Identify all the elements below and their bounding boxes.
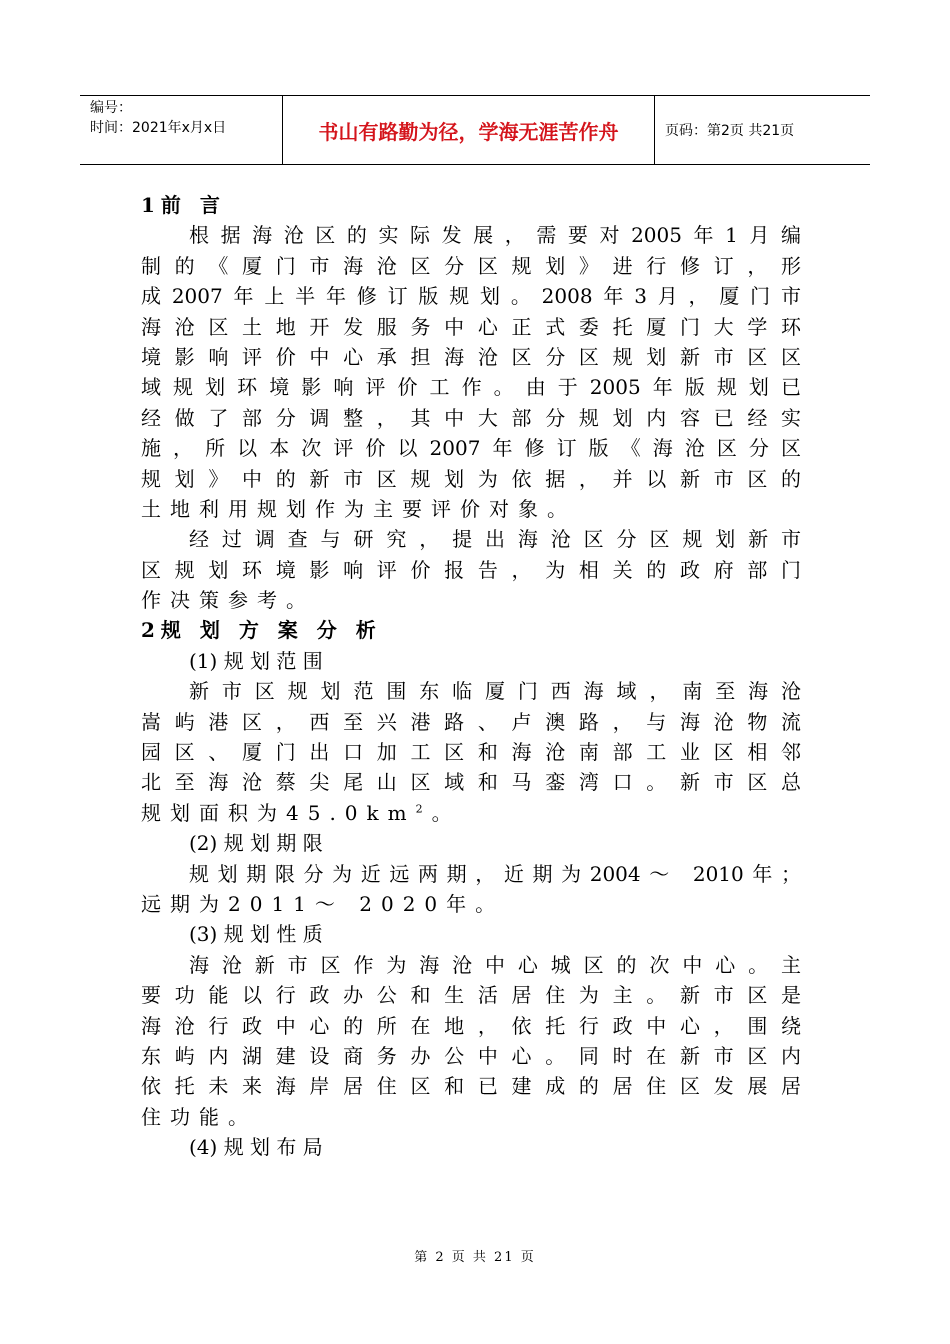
paragraph-line: 海沧行政中心的所在地，依托行政中心，围绕 — [141, 1013, 801, 1038]
paragraph-line: 依托未来海岸居住区和已建成的居住区发展居 — [141, 1074, 801, 1099]
document-date-label: 时间：2021年x月x日 — [90, 120, 227, 136]
page-footer: 第 2 页 共 21 页 — [414, 1250, 536, 1265]
paragraph-line: 境影响评价中心承担海沧区分区规划新市区区 — [141, 344, 801, 369]
paragraph-line: 区规划环境影响评价报告，为相关的政府部门 — [141, 557, 801, 582]
paragraph-line: 施，所以本次评价以2007年修订版《海沧区分区 — [141, 436, 801, 461]
paragraph-line: 海沧区土地开发服务中心正式委托厦门大学环 — [141, 314, 801, 339]
section-heading-preface: 1前 言 — [141, 193, 226, 217]
document-number-label: 编号： — [90, 100, 132, 116]
subheading-nature: (3) 规 划 性 质 — [189, 922, 323, 947]
header-meta — [80, 96, 283, 164]
paragraph-line: 远期为2011～ 2020年。 — [141, 891, 505, 916]
paragraph-line: 根据海沧区的实际发展，需要对2005年1月编 — [189, 223, 801, 248]
paragraph-line: 东屿内湖建设商务办公中心。同时在新市区内 — [141, 1043, 801, 1068]
area-superscript: 2 — [415, 802, 432, 816]
area-period: 。 — [431, 800, 461, 825]
subheading-scope: (1) 规 划 范 围 — [189, 648, 323, 673]
paragraph-line: 海沧新市区作为海沧中心城区的次中心。主 — [189, 952, 801, 977]
paragraph-line: 经过调查与研究，提出海沧区分区规划新市 — [189, 527, 801, 552]
header-motto: 书山有路勤为径，学海无涯苦作舟 — [283, 96, 655, 164]
paragraph-line: 园区、厦门出口加工区和海沧南部工业区相邻 — [141, 740, 801, 765]
paragraph-line: 经做了部分调整，其中大部分规划内容已经实 — [141, 405, 801, 430]
paragraph-line: 域规划环境影响评价工作。由于2005年版规划已 — [141, 375, 801, 400]
paragraph-line: 嵩屿港区，西至兴港路、卢澳路，与海沧物流 — [141, 709, 801, 734]
paragraph-line: 规划期限分为近远两期，近期为2004～ 2010年； — [189, 861, 801, 886]
area-text: 规划面积为45.0km — [141, 800, 416, 825]
page-header — [80, 95, 870, 165]
paragraph-line: 作决策参考。 — [141, 588, 315, 613]
paragraph-line-area — [141, 798, 801, 828]
paragraph-line: 制的《厦门市海沧区分区规划》进行修订，形 — [141, 253, 801, 278]
paragraph-line: 住功能。 — [141, 1104, 257, 1129]
document-body — [141, 190, 801, 1163]
paragraph-line: 新市区规划范围东临厦门西海域，南至海沧 — [189, 679, 801, 704]
paragraph-line: 成2007年上半年修订版规划。2008年3月，厦门市 — [141, 284, 801, 309]
subheading-layout: (4) 规 划 布 局 — [189, 1135, 323, 1160]
header-page-number: 页码：第2页 共21页 — [665, 123, 795, 139]
paragraph-line: 土地利用规划作为主要评价对象。 — [141, 496, 576, 521]
paragraph-line: 规划》中的新市区规划为依据，并以新市区的 — [141, 466, 801, 491]
section-heading-plan-analysis: 2规 划 方 案 分 析 — [141, 618, 382, 643]
subheading-period: (2) 规 划 期 限 — [189, 831, 323, 856]
paragraph-line: 要功能以行政办公和生活居住为主。新市区是 — [141, 983, 801, 1008]
paragraph-line: 北至海沧蔡尖尾山区域和马銮湾口。新市区总 — [141, 770, 801, 795]
